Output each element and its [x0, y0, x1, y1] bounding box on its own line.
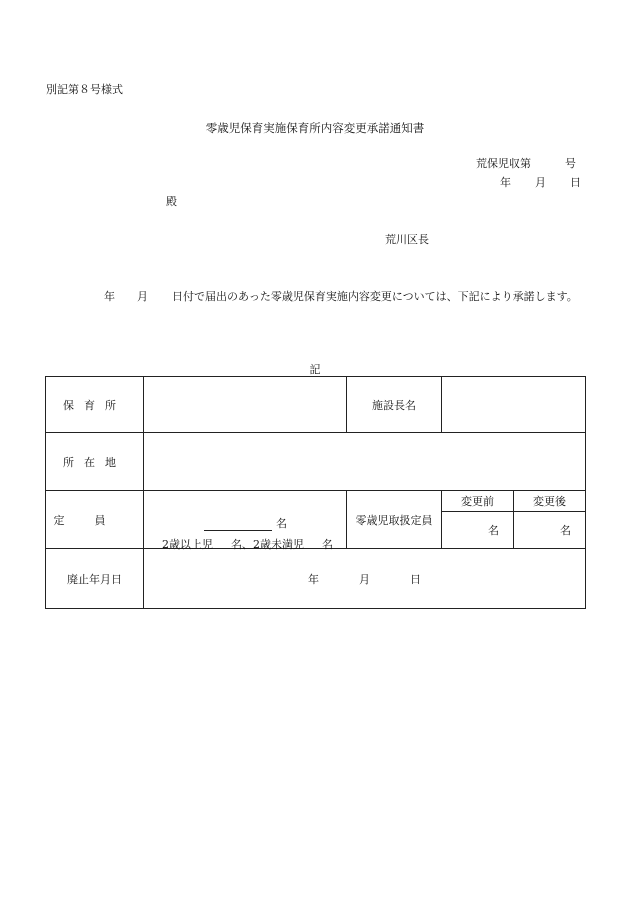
- form-label: 別記第８号様式: [46, 83, 123, 96]
- address-label: 所在地: [46, 433, 144, 491]
- address-value: [144, 433, 586, 491]
- facility-label: 保育所: [46, 377, 144, 433]
- document-number-suffix: 号: [565, 157, 576, 170]
- infant-capacity-label: 零歳児取扱定員: [347, 491, 442, 549]
- capacity-breakdown: [162, 536, 333, 552]
- body-text: 日付で届出のあった零歳児保育実施内容変更については、下記により承諾します。: [172, 290, 578, 303]
- under2-label: 名、2歳未満児: [231, 538, 304, 551]
- document-number-prefix: 荒保児収第: [476, 157, 531, 170]
- closure-month: 月: [359, 572, 370, 586]
- closure-date: [144, 549, 586, 609]
- before-label: 変更前: [442, 491, 514, 512]
- capacity-label: 定員: [46, 491, 144, 549]
- date-day: 日: [570, 176, 581, 189]
- facility-value: [144, 377, 347, 433]
- capacity-unit: 名: [276, 517, 287, 530]
- body-paragraph: [46, 287, 586, 306]
- document-number: [476, 155, 576, 171]
- body-month: 月: [137, 290, 148, 303]
- date-year: 年: [500, 176, 511, 189]
- ki-heading: 記: [309, 363, 321, 376]
- after-value: 名: [514, 512, 586, 549]
- before-value: 名: [442, 512, 514, 549]
- capacity-total: [204, 515, 287, 531]
- closure-day: 日: [410, 572, 421, 586]
- capacity-value: [144, 491, 347, 549]
- over2-label: 2歳以上児: [162, 538, 213, 551]
- director-label: 施設長名: [347, 377, 442, 433]
- director-value: [442, 377, 586, 433]
- document-title: 零歳児保育実施保育所内容変更承諾通知書: [205, 121, 425, 135]
- under2-unit: 名: [322, 538, 333, 551]
- body-year: 年: [104, 290, 115, 303]
- closure-year: 年: [308, 572, 319, 586]
- document-date: [500, 174, 581, 190]
- form-table: [45, 376, 585, 608]
- date-month: 月: [535, 176, 546, 189]
- addressee: 殿: [166, 195, 177, 208]
- after-label: 変更後: [514, 491, 586, 512]
- issuer: 荒川区長: [385, 233, 429, 246]
- closure-label: 廃止年月日: [46, 549, 144, 609]
